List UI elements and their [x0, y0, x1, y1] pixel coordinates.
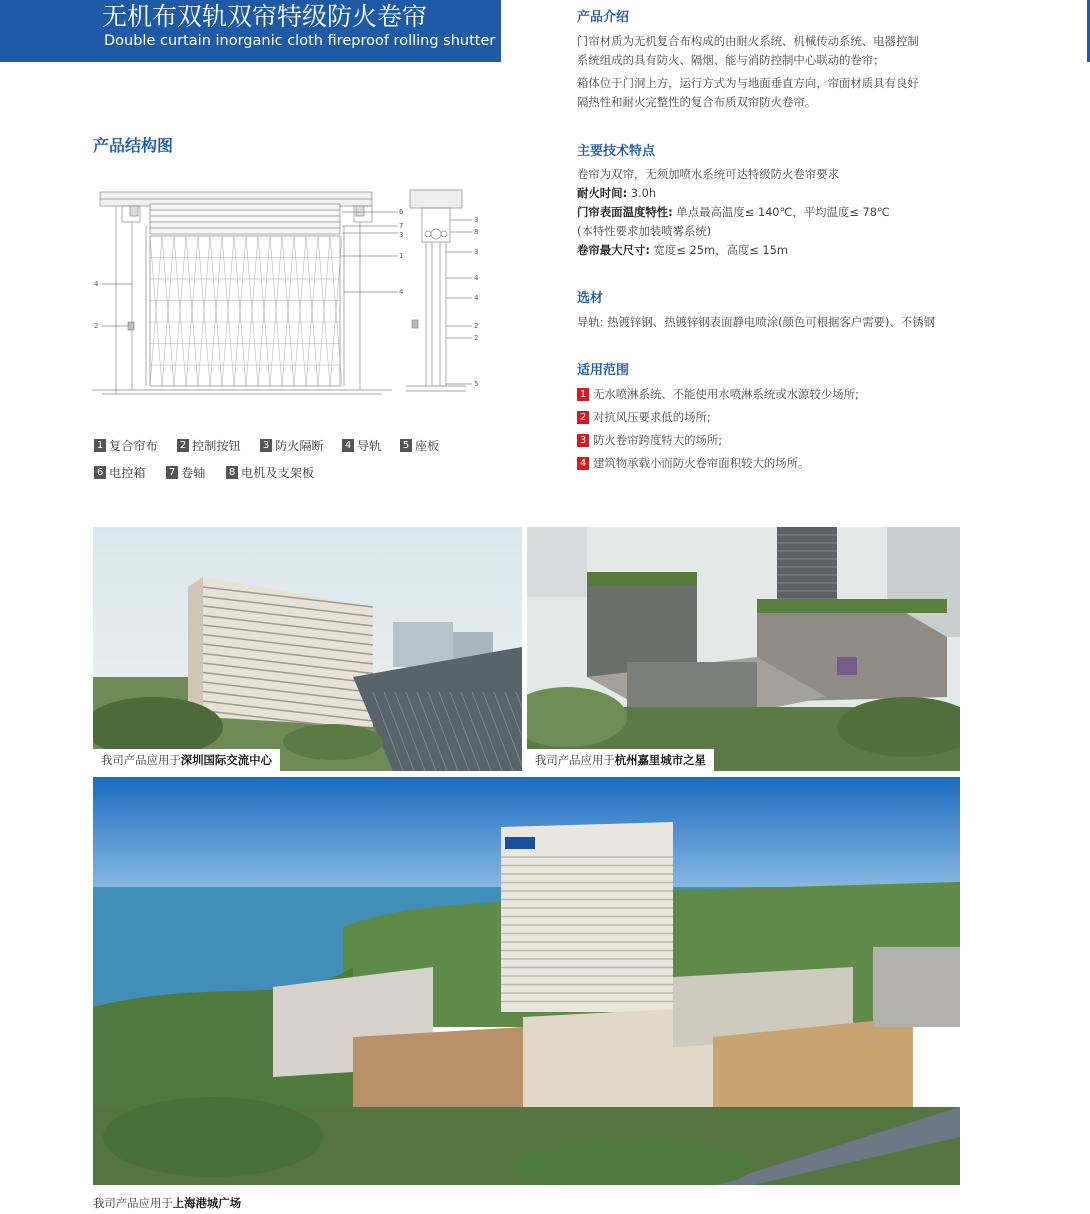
legend-item: 4 导轨 — [342, 437, 381, 454]
legend-item: 7 卷轴 — [166, 464, 205, 481]
diagram-label: 7 — [399, 222, 404, 230]
structure-diagram — [92, 186, 486, 400]
diagram-label: 3 — [399, 231, 404, 239]
features-heading: 主要技术特点 — [577, 144, 656, 159]
photo-hangzhou-illustration — [527, 527, 960, 771]
project-photo-shanghai — [93, 777, 960, 1185]
diagram-label: 4 — [399, 288, 404, 296]
photo-shanghai-illustration — [93, 777, 960, 1185]
intro-line: 隔热性和耐火完整性的复合布质双帘防火卷帘。 — [577, 95, 817, 109]
material-line: 导轨: 热镀锌钢、热镀锌钢表面静电喷涂(颜色可根据客户需要)、不锈钢 — [577, 315, 936, 329]
legend-item: 3 防火隔断 — [260, 437, 324, 454]
scope-heading: 适用范围 — [577, 363, 630, 378]
project-photo-shenzhen — [93, 527, 522, 771]
project-photo-hangzhou — [527, 527, 960, 771]
title-band — [0, 0, 501, 62]
photo-caption: 我司产品应用于上海港城广场 — [93, 1196, 242, 1210]
diagram-label: 4 — [474, 274, 479, 282]
diagram-label: 2 — [94, 322, 99, 330]
legend-item: 1 复合帘布 — [94, 437, 158, 454]
intro-heading: 产品介绍 — [577, 10, 630, 25]
diagram-label: 2 — [474, 322, 479, 330]
scope-item: 2 对抗风压要求低的场所; — [577, 408, 711, 427]
page-title: 无机布双轨双帘特级防火卷帘 — [102, 2, 428, 31]
fire-rating-line: 耐火时间: 3.0h — [577, 186, 657, 200]
diagram-label: 8 — [474, 228, 479, 236]
diagram-label: 1 — [399, 252, 404, 260]
photo-caption: 我司产品应用于杭州嘉里城市之星 — [527, 749, 714, 771]
page-subtitle-en: Double curtain inorganic cloth fireproof rolling shutter — [104, 33, 496, 49]
diagram-label: 6 — [399, 208, 404, 216]
legend-item: 5 座板 — [400, 437, 439, 454]
photo-shenzhen-illustration — [93, 527, 522, 771]
features-line: 卷帘为双帘，无须加喷水系统可达特级防火卷帘要求 — [577, 167, 839, 181]
diagram-label: 3 — [474, 248, 479, 256]
intro-line: 系统组成的具有防火、隔烟、能与消防控制中心联动的卷帘； — [577, 53, 885, 67]
temperature-note: (本特性要求加装喷雾系统) — [577, 224, 712, 238]
legend-item: 2 控制按钮 — [177, 437, 241, 454]
diagram-label: 4 — [474, 294, 479, 302]
scope-item: 1 无水喷淋系统、不能使用水喷淋系统或水源较少场所; — [577, 385, 859, 404]
diagram-label: 2 — [474, 334, 479, 342]
material-heading: 选材 — [577, 291, 604, 306]
intro-line: 箱体位于门洞上方，运行方式为与地面垂直方向，帘面材质具有良好 — [577, 76, 919, 90]
legend-item: 6 电控箱 — [94, 464, 146, 481]
diagram-label: 5 — [474, 380, 479, 388]
intro-line: 门帘材质为无机复合布构成的由耐火系统、机械传动系统、电器控制 — [577, 34, 919, 48]
photo-caption: 我司产品应用于深圳国际交流中心 — [93, 749, 280, 771]
legend-item: 8 电机及支架板 — [226, 464, 314, 481]
structure-heading: 产品结构图 — [93, 136, 174, 155]
scope-item: 4 建筑物承载小而防火卷帘面积较大的场所。 — [577, 454, 809, 473]
temperature-line: 门帘表面温度特性: 单点最高温度≤ 140℃，平均温度≤ 78℃ — [577, 205, 890, 219]
diagram-label: 3 — [474, 216, 479, 224]
diagram-label: 4 — [94, 280, 99, 288]
scope-item: 3 防火卷帘跨度特大的场所; — [577, 431, 722, 450]
max-size-line: 卷帘最大尺寸: 宽度≤ 25m，高度≤ 15m — [577, 243, 788, 257]
